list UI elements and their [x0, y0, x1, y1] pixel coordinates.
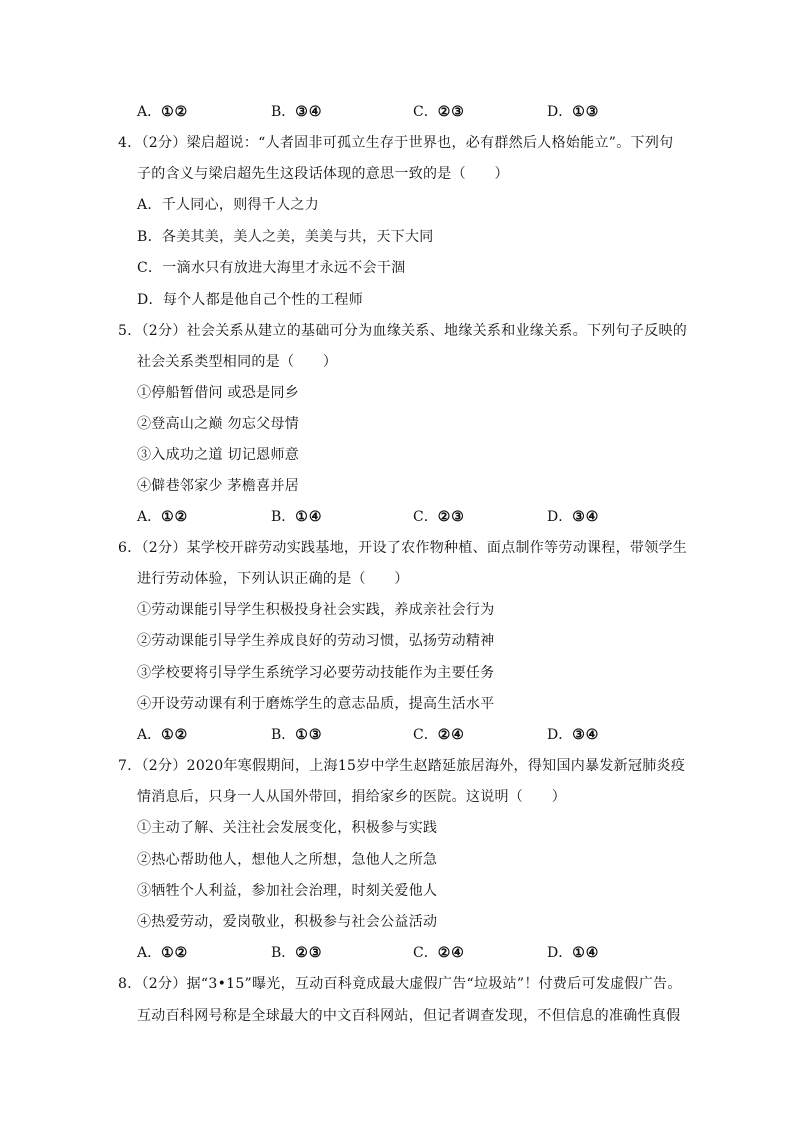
option-a: A．①② — [137, 104, 189, 120]
q5-item-2: ②登高山之巅 勿忘父母情 — [137, 416, 300, 432]
q5-item-1: ①停船暂借问 或恐是同乡 — [137, 385, 300, 401]
option-a: A．①② — [137, 509, 189, 525]
q4-option-b: B．各美其美，美人之美，美美与共，天下大同 — [137, 229, 434, 245]
option-d: D．①③ — [547, 104, 600, 120]
option-d: D．③④ — [547, 509, 600, 525]
options-row-prev — [137, 102, 697, 122]
q7-item-1: ①主动了解、关注社会发展变化，积极参与实践 — [137, 820, 438, 836]
q5-item-3: ③入成功之道 切记恩师意 — [137, 447, 300, 463]
q4-stem-line1: 4．（2分）梁启超说：“人者固非可孤立生存于世界也，必有群然后人格始能立”。下列句 — [118, 135, 674, 151]
q6-item-1: ①劳动课能引导学生积极投身社会实践，养成亲社会行为 — [137, 602, 495, 618]
q7-item-2: ②热心帮助他人，想他人之所想，急他人之所急 — [137, 852, 438, 868]
q7-stem-line2: 情消息后，只身一人从国外带回，捐给家乡的医院。这说明（ ） — [137, 789, 566, 805]
q5-stem-line2: 社会关系类型相同的是（ ） — [137, 354, 338, 370]
q5-item-4: ④僻巷邻家少 茅檐喜并居 — [137, 478, 300, 494]
q4-option-a: A．千人同心，则得千人之力 — [137, 197, 320, 213]
option-c: C．②④ — [413, 945, 465, 961]
q4-stem-line2: 子的含义与梁启超先生这段话体现的意思一致的是（ ） — [137, 166, 509, 182]
q6-stem-line1: 6．（2分）某学校开辟劳动实践基地，开设了农作物种植、面点制作等劳动课程，带领学生 — [118, 540, 688, 556]
q6-item-4: ④开设劳动课有利于磨炼学生的意志品质，提高生活水平 — [137, 696, 495, 712]
q7-stem-line1: 7．（2分）2020年寒假期间，上海15岁中学生赵踏延旅居海外，得知国内暴发新冠肺炎疫 — [118, 758, 686, 774]
option-b: B．①④ — [271, 509, 323, 525]
q7-item-4: ④热爱劳动，爱岗敬业，积极参与社会公益活动 — [137, 914, 438, 930]
q6-choices — [137, 725, 697, 745]
option-d: D．③④ — [547, 727, 600, 743]
q5-choices — [137, 507, 697, 527]
option-a: A．①② — [137, 945, 189, 961]
option-c: C．②③ — [413, 104, 465, 120]
q5-stem-line1: 5．（2分）社会关系从建立的基础可分为血缘关系、地缘关系和业缘关系。下列句子反映的 — [118, 323, 688, 339]
q8-stem-line2: 互动百科网号称是全球最大的中文百科网站，但记者调查发现，不但信息的准确性真假 — [137, 1008, 681, 1024]
q4-option-c: C．一滴水只有放进大海里才永远不会干涸 — [137, 260, 406, 276]
q7-item-3: ③牺牲个人利益，参加社会治理，时刻关爱他人 — [137, 883, 438, 899]
option-b: B．③④ — [271, 104, 323, 120]
option-b: B．②③ — [271, 945, 323, 961]
option-b: B．①③ — [271, 727, 323, 743]
q8-stem-line1: 8．（2分）据“3•15”曝光，互动百科竟成最大虚假广告“垃圾站”！付费后可发虚假广告。 — [118, 976, 682, 992]
option-a: A．①② — [137, 727, 189, 743]
q6-item-2: ②劳动课能引导学生养成良好的劳动习惯，弘扬劳动精神 — [137, 633, 495, 649]
q4-option-d: D．每个人都是他自己个性的工程师 — [137, 292, 364, 308]
option-c: C．②④ — [413, 727, 465, 743]
q6-item-3: ③学校要将引导学生系统学习必要劳动技能作为主要任务 — [137, 665, 495, 681]
option-c: C．②③ — [413, 509, 465, 525]
q7-choices — [137, 943, 697, 963]
option-d: D．①④ — [547, 945, 600, 961]
q6-stem-line2: 进行劳动体验，下列认识正确的是（ ） — [137, 571, 409, 587]
